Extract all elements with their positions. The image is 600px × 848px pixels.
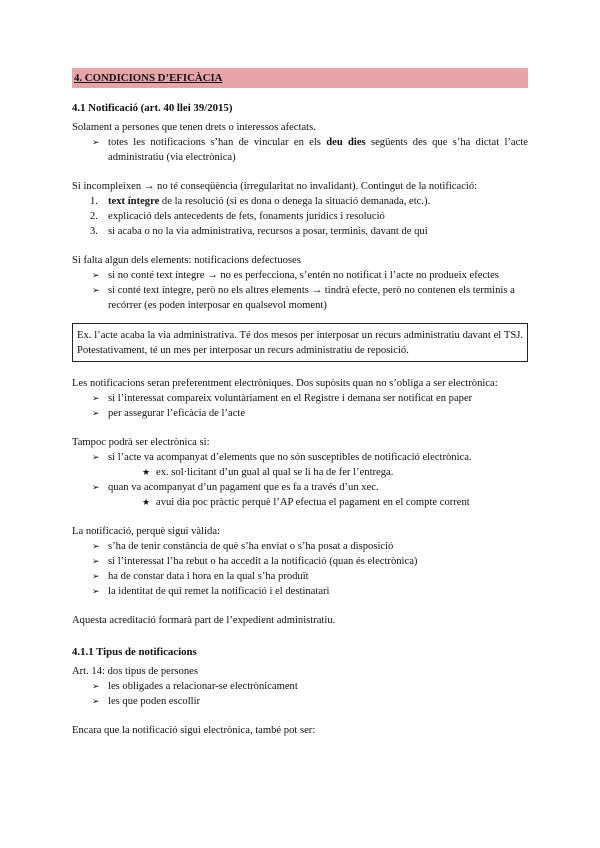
- arrow-bullet-icon: ➢: [92, 482, 100, 492]
- arrow-bullet-icon: ➢: [92, 556, 100, 566]
- valid-intro: La notificació, perquè sigui vàlida:: [72, 526, 220, 537]
- list-item: ➢ totes les notificacions s’han de vincular en els deu dies següents des que s’ha dictat l’acte administratiu (via electrònica): [92, 137, 528, 163]
- notification-intro: Solament a persones que tenen drets o interessos afectats.: [72, 122, 316, 133]
- arrow-bullet-icon: ➢: [92, 586, 100, 596]
- arrow-bullet-icon: ➢: [92, 452, 100, 462]
- defect-intro: Si falta algun dels elements: notificacions defectuoses: [72, 255, 301, 266]
- list-item: ➢ s’ha de tenir constància de què s’ha enviat o s’ha posat a disposició: [92, 541, 394, 552]
- electronic-intro: Les notificacions seran preferentment electròniques. Dos supòsits quan no s’obliga a ser electrònica:: [72, 378, 498, 389]
- list-item: ➢ si l’acte va acompanyat d’elements que no són susceptibles de notificació electrònica.: [92, 452, 472, 463]
- arrow-bullet-icon: ➢: [92, 393, 100, 403]
- list-item: ➢ la identitat de qui remet la notificació i el destinatari: [92, 586, 330, 597]
- electronic-list: [72, 391, 528, 421]
- sub-list: [72, 465, 528, 480]
- document-page: [72, 68, 528, 738]
- list-item: ➢ quan va acompanyat d’un pagament que es fa a través d’un xec.: [92, 482, 379, 493]
- arrow-bullet-icon: ➢: [92, 285, 100, 295]
- notification-heading: 4.1 Notificació (art. 40 llei 39/2015): [72, 102, 233, 114]
- arrow-bullet-icon: ➢: [92, 571, 100, 581]
- list-item: 3. si acaba o no la via administrativa, recursos a posar, terminis, davant de qui: [90, 226, 428, 237]
- arrow-bullet-icon: ➢: [92, 137, 100, 147]
- types-heading: 4.1.1 Tipus de notificacions: [72, 646, 197, 658]
- types-list: [72, 679, 528, 709]
- arrow-bullet-icon: ➢: [92, 541, 100, 551]
- list-item: ➢ les obligades a relacionar-se electrònicament: [92, 681, 298, 692]
- list-item: ➢ si no conté text íntegre → no es perfecciona, s’entén no notificat i l’acte no produeix efectes: [92, 270, 499, 281]
- section-heading: [72, 68, 528, 88]
- star-icon: ★: [142, 467, 151, 477]
- notification-list: [72, 135, 528, 165]
- defect-list: [72, 268, 528, 313]
- list-item: 1. text íntegre de la resolució (si es dona o denega la situació demanada, etc.).: [90, 196, 431, 207]
- types-intro: Art. 14: dos tipus de persones: [72, 666, 198, 677]
- list-item: ➢ si l’interessat l’ha rebut o ha accedit a la notificació (quan és electrònica): [92, 556, 418, 567]
- not-electronic-list-2: [72, 480, 528, 495]
- section-title: 4. CONDICIONS D’EFICÀCIA: [74, 72, 223, 84]
- example-text: Ex. l’acte acaba la via administrativa. Té dos mesos per interposar un recurs administratiu davant el TSJ. Potestativament, té un mes per interposar un recurs administratiu de reposició.: [77, 330, 523, 356]
- star-icon: ★: [142, 497, 151, 507]
- list-item: ➢ ha de constar data i hora en la qual s’ha produït: [92, 571, 309, 582]
- list-item: 2. explicació dels antecedents de fets, fonaments jurídics i resolució: [90, 211, 385, 222]
- not-electronic-intro: Tampoc podrà ser electrònica si:: [72, 437, 210, 448]
- content-intro: Si incompleixen → no té conseqüència (irregularitat no invalidant). Contingut de la notificació:: [72, 181, 478, 192]
- arrow-bullet-icon: ➢: [92, 681, 100, 691]
- list-item: ➢ per assegurar l’eficàcia de l’acte: [92, 408, 246, 419]
- sub-list: [72, 495, 528, 510]
- types-closing: Encara que la notificació sigui electrònica, també pot ser:: [72, 725, 316, 736]
- content-list: [72, 194, 528, 239]
- list-item: ➢ si conté text íntegre, però no els altres elements → tindrà efecte, però no contenen els terminis a recórrer (es poden interposar en qualsevol moment): [92, 285, 515, 311]
- arrow-bullet-icon: ➢: [92, 270, 100, 280]
- list-item: ➢ les que poden escollir: [92, 696, 201, 707]
- sub-item: ★ ex. sol·licitant d’un gual al qual se li ha de fer l’entrega.: [142, 467, 394, 478]
- not-electronic-list: [72, 450, 528, 465]
- sub-item: ★ avui dia poc pràctic perquè l’AP efectua el pagament en el compte corrent: [142, 497, 470, 508]
- arrow-bullet-icon: ➢: [92, 696, 100, 706]
- example-box: [72, 323, 528, 362]
- valid-closing: Aquesta acreditació formarà part de l’expedient administratiu.: [72, 615, 336, 626]
- list-item: ➢ si l’interessat compareix voluntàriament en el Registre i demana ser notificat en paper: [92, 393, 473, 404]
- valid-list: [72, 539, 528, 599]
- arrow-bullet-icon: ➢: [92, 408, 100, 418]
